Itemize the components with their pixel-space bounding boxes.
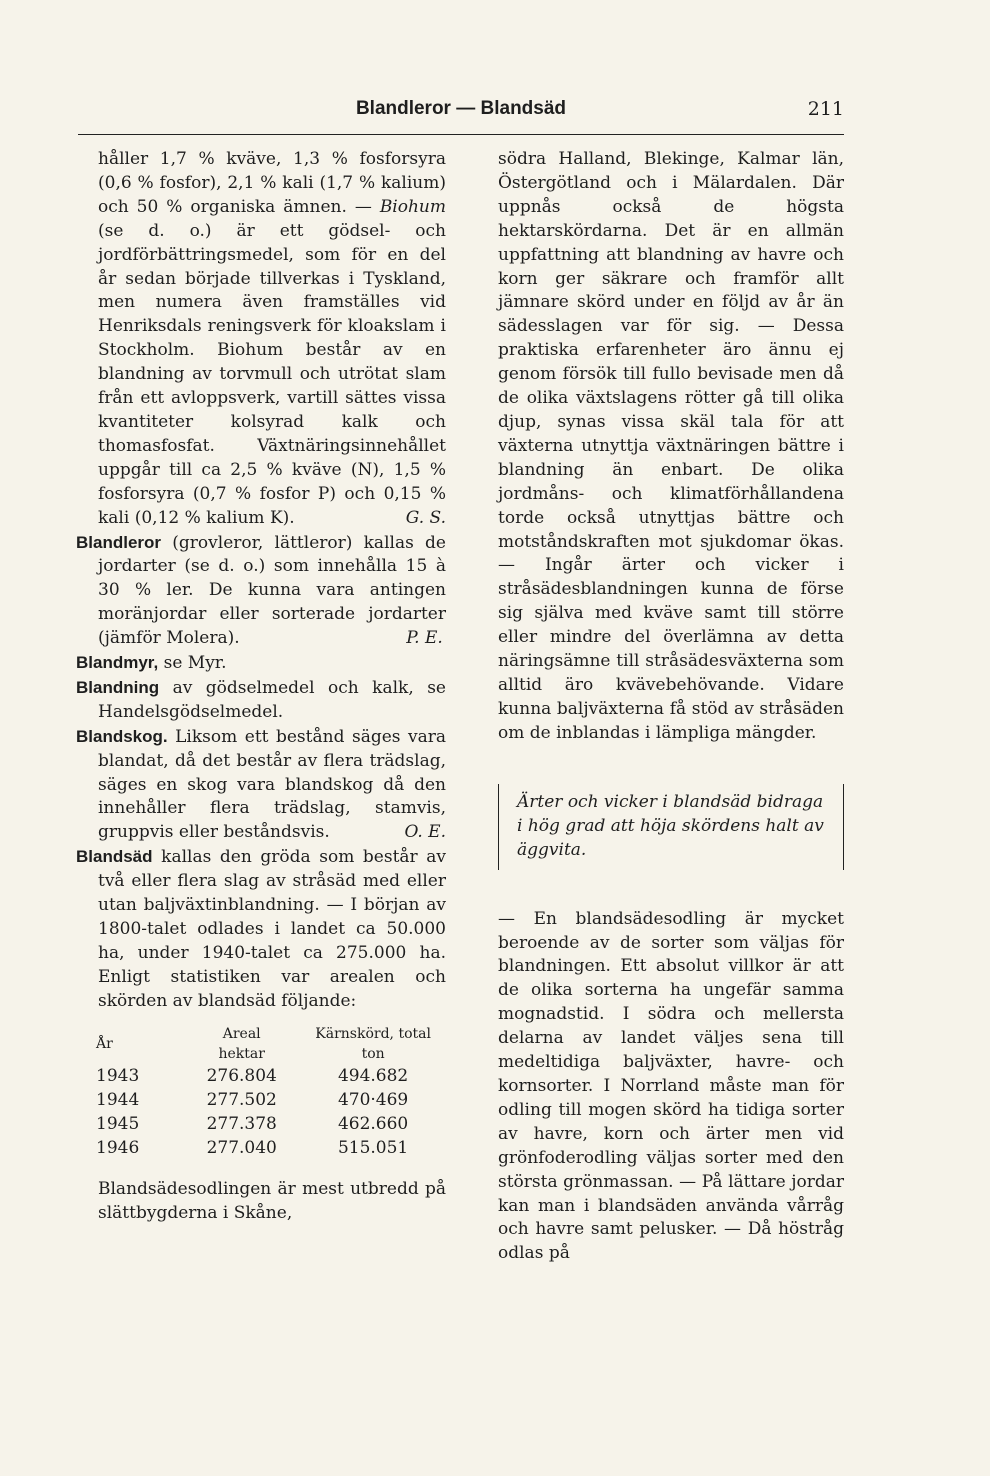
page-header	[78, 96, 844, 126]
author-signature: G. S.	[405, 507, 446, 528]
column-header-crop-label: Kärnskörd, total	[315, 1025, 431, 1042]
cell-year: 1944	[96, 1089, 140, 1110]
entry-headword: Blandmyr,	[76, 653, 159, 673]
cell-year: 1946	[96, 1137, 140, 1158]
entry-headword: Blandskog.	[76, 726, 168, 746]
biohum-paragraph	[76, 148, 446, 531]
entry-text: av gödselmedel och kalk, se Handelsgödselmedel.	[98, 677, 446, 722]
column-header-area-label: Areal	[222, 1025, 261, 1042]
column-header-area	[183, 1024, 300, 1064]
running-head: Blandleror — Blandsäd	[355, 98, 567, 119]
right-paragraph-2: — En blandsädesodling är mycket beroende av de sorter som väljas för blandningen. Ett absolut villkor är att de olika sorterna ha ungefär samma mognadstid. I södra och mellersta delarna av landet väljes sena till medeltidiga baljväxter, havre- och kornsorter. I Norrland måste man för odling till mogen skörd ha tidiga sorter av havre, korn och ärter men vid grönfoderodling väljas sorter med den största grönmassan. — På lättare jordar kan man i blandsäden använda vårråg och havre samt pelusker. — Då höstråg odlas på	[498, 908, 844, 1264]
cell-crop: 515.051	[337, 1137, 409, 1158]
cell-area: 277.502	[206, 1089, 277, 1110]
cell-area: 277.378	[206, 1113, 277, 1134]
cell-year: 1945	[96, 1113, 140, 1134]
header-rule	[78, 134, 844, 135]
statistics-table	[96, 1024, 446, 1160]
biohum-text-a: håller 1,7 % kväve, 1,3 % fosforsyra (0,6 % fosfor), 2,1 % kali (1,7 % kalium) och 50 % organiska ämnen. —	[98, 149, 446, 217]
table-row	[96, 1088, 446, 1112]
entry-blandning	[76, 676, 446, 725]
cell-crop: 470·469	[337, 1089, 409, 1110]
cell-crop: 462.660	[337, 1113, 409, 1134]
entry-text: se Myr.	[163, 653, 227, 674]
entry-blandskog	[76, 725, 446, 846]
entry-text: Liksom ett bestånd säges vara blandat, då det består av flera trädslag, säges en skog vara blandskog då den innehåller flera trädslag, stamvis, gruppvis eller beståndsvis.	[98, 726, 447, 843]
author-signature: P. E.	[406, 628, 443, 649]
entry-blandleror	[76, 531, 446, 652]
entry-blandmyr	[76, 651, 446, 676]
column-header-crop	[300, 1024, 446, 1064]
table-row	[96, 1136, 446, 1160]
entry-text: (grovleror, lättleror) kallas de jordarter (se d. o.) som innehålla 15 à 30 % ler. De kunna vara antingen moränjordar eller sorterade jordarter (jämför Molera).	[98, 532, 446, 649]
left-column	[76, 148, 446, 1225]
table-header-row	[96, 1024, 446, 1064]
cell-year: 1943	[96, 1065, 140, 1086]
entry-text: kallas den gröda som består av två eller flera slag av stråsäd med eller utan baljväxtinblandning. — I början av 1800-talet odlades i landet ca 50.000 ha, under 1940-talet ca 275.000 ha. Enligt statistiken var arealen och skörden av blandsäd följande:	[98, 847, 447, 1011]
cell-crop: 494.682	[337, 1065, 409, 1086]
table-row	[96, 1064, 446, 1088]
column-header-crop-unit: ton	[361, 1045, 385, 1062]
table-row	[96, 1112, 446, 1136]
cell-area: 277.040	[206, 1137, 277, 1158]
cell-area: 276.804	[206, 1065, 277, 1086]
entry-headword: Blandsäd	[76, 847, 153, 867]
author-signature: O. E.	[404, 822, 446, 843]
entry-headword: Blandleror	[76, 532, 162, 552]
highlight-box: Ärter och vicker i blandsäd bidraga i hög grad att höja skördens halt av äggvita.	[498, 784, 844, 870]
page-number: 211	[807, 98, 844, 120]
right-column	[498, 148, 844, 1266]
column-header-year: År	[96, 1035, 113, 1052]
entry-headword: Blandning	[76, 677, 160, 697]
after-table-paragraph: Blandsädesodlingen är mest utbredd på slättbygderna i Skåne,	[98, 1178, 446, 1223]
biohum-text-b: (se d. o.) är ett gödsel- och jordförbättringsmedel, som för en del år sedan började tillverkas i Tyskland, men numera även framställes vid Henriksdals reningsverk för kloakslam i Stockholm. Biohum består av en blandning av torvmull och utrötat slam från ett avloppsverk, vartill sättes vissa kvantiteter kolsyrad kalk och thomasfosfat. Växtnäringsinnehållet uppgår till ca 2,5 % kväve (N), 1,5 % fosforsyra (0,7 % fosfor P) och 0,15 % kali (0,12 % kalium K).	[98, 220, 446, 528]
biohum-italic: Biohum	[379, 196, 446, 217]
right-paragraph-1: södra Halland, Blekinge, Kalmar län, Östergötland och i Mälardalen. Där uppnås också de högsta hektarskördarna. Det är en allmän uppfattning att blandning av havre och korn ger säkrare och framför allt jämnare skörd under en följd av år än sädesslagen var för sig. — Dessa praktiska erfarenheter äro ännu ej genom försök till fullo bevisade men då de olika växtslagens rötter gå till olika djup, synas vissa skäl tala för att växterna utnyttja växtnäringen bättre i blandning än enbart. De olika jordmåns- och klimatförhållandena torde också utnyttjas bättre och motståndskraften mot sjukdomar ökas. — Ingår ärter och vicker i stråsädesblandningen kunna de förse sig själva med kväve samt till större eller mindre del överlämna av detta näringsämne till stråsädesväxterna som alltid äro kvävebehövande. Vidare kunna baljväxterna få stöd av stråsäden om de inblandas i lämpliga mängder.	[498, 149, 844, 743]
column-header-area-unit: hektar	[218, 1045, 265, 1062]
entry-blandsad	[76, 845, 446, 1013]
